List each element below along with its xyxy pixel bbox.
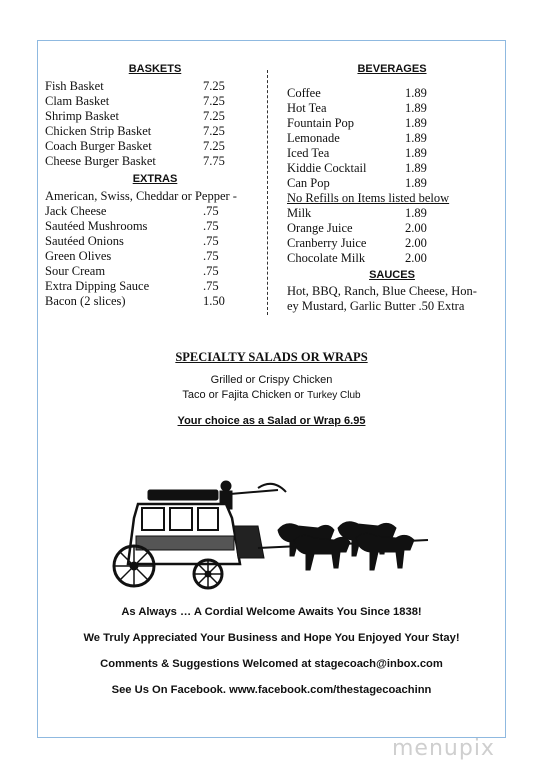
beverages-title: BEVERAGES <box>357 63 427 75</box>
item-price: 2.00 <box>405 251 427 265</box>
item-price: 1.89 <box>405 206 427 220</box>
item-price: 1.89 <box>405 131 427 145</box>
extras-list <box>45 204 265 309</box>
item-price: 7.25 <box>203 79 225 93</box>
watermark: menupix <box>392 736 495 761</box>
item-name: Chicken Strip Basket <box>45 124 152 138</box>
item-name: Chocolate Milk <box>287 251 366 265</box>
menu-item <box>45 154 265 169</box>
column-divider <box>267 70 268 315</box>
menu-item <box>287 116 497 131</box>
specialty-line-1: Grilled or Crispy Chicken <box>210 374 333 386</box>
item-price: .75 <box>203 279 219 293</box>
menu-item <box>287 131 497 146</box>
item-name: Sautéed Mushrooms <box>45 219 148 233</box>
specialty-section <box>40 350 503 427</box>
item-name: Green Olives <box>45 249 112 263</box>
menu-item <box>45 79 265 94</box>
menu-item <box>287 176 497 191</box>
sauces-title: SAUCES <box>369 269 415 281</box>
item-name: Iced Tea <box>287 146 330 160</box>
item-name: Bacon (2 slices) <box>45 294 126 308</box>
item-price: 7.25 <box>203 109 225 123</box>
item-name: Fountain Pop <box>287 116 355 130</box>
menu-item <box>45 294 265 309</box>
menu-item <box>287 86 497 101</box>
item-name: Orange Juice <box>287 221 353 235</box>
menu-item <box>45 219 265 234</box>
item-price: 7.25 <box>203 124 225 138</box>
item-price: 7.25 <box>203 94 225 108</box>
item-name: Coffee <box>287 86 321 100</box>
beverages-list <box>287 86 497 191</box>
extras-intro: American, Swiss, Cheddar or Pepper - <box>45 189 237 203</box>
item-name: Coach Burger Basket <box>45 139 152 153</box>
menu-item <box>45 109 265 124</box>
item-price: 1.89 <box>405 176 427 190</box>
item-price: .75 <box>203 264 219 278</box>
menu-item <box>45 249 265 264</box>
extras-title: EXTRAS <box>132 173 178 185</box>
specialty-line-2a: Taco or Fajita Chicken or <box>182 389 308 401</box>
item-price: .75 <box>203 249 219 263</box>
menu-item <box>287 236 497 251</box>
menu-item <box>45 204 265 219</box>
item-price: 1.89 <box>405 116 427 130</box>
item-price: 1.89 <box>405 146 427 160</box>
menu-item <box>287 146 497 161</box>
specialty-choice: Your choice as a Salad or Wrap 6.95 <box>177 415 366 427</box>
footer-line-4: See Us On Facebook. www.facebook.com/thestagecoachinn <box>111 684 432 696</box>
item-price: .75 <box>203 234 219 248</box>
item-name: Jack Cheese <box>45 204 107 218</box>
item-name: Lemonade <box>287 131 340 145</box>
menu-item <box>287 206 497 221</box>
menu-item <box>287 161 497 176</box>
menu-item <box>45 94 265 109</box>
right-column <box>287 62 497 314</box>
footer-line-2: We Truly Appreciated Your Business and Hope You Enjoyed Your Stay! <box>83 632 460 644</box>
item-name: Cranberry Juice <box>287 236 367 250</box>
item-price: 2.00 <box>405 236 427 250</box>
item-price: 2.00 <box>405 221 427 235</box>
specialty-line-2 <box>40 388 503 403</box>
sauces-line-1: Hot, BBQ, Ranch, Blue Cheese, Hon- <box>287 284 477 298</box>
item-name: Sautéed Onions <box>45 234 124 248</box>
footer-line-1: As Always … A Cordial Welcome Awaits You Since 1838! <box>121 606 422 618</box>
menu-item <box>287 101 497 116</box>
item-name: Kiddie Cocktail <box>287 161 367 175</box>
footer <box>40 604 503 708</box>
menu-item <box>45 279 265 294</box>
item-price: 7.25 <box>203 139 225 153</box>
baskets-title: BASKETS <box>128 63 182 75</box>
item-name: Can Pop <box>287 176 330 190</box>
sauces-line-2: ey Mustard, Garlic Butter .50 Extra <box>287 299 465 313</box>
item-price: 1.89 <box>405 86 427 100</box>
menu-item <box>287 221 497 236</box>
item-price: .75 <box>203 219 219 233</box>
item-name: Shrimp Basket <box>45 109 119 123</box>
menu-item <box>287 251 497 266</box>
footer-line-3: Comments & Suggestions Welcomed at stagecoach@inbox.com <box>100 658 443 670</box>
item-name: Extra Dipping Sauce <box>45 279 150 293</box>
item-price: 7.75 <box>203 154 225 168</box>
item-price: .75 <box>203 204 219 218</box>
baskets-list <box>45 79 265 169</box>
stagecoach-illustration-icon <box>108 478 448 598</box>
item-name: Clam Basket <box>45 94 110 108</box>
item-name: Hot Tea <box>287 101 327 115</box>
menu-item <box>45 264 265 279</box>
specialty-line-2b: Turkey Club <box>307 390 361 401</box>
item-price: 1.89 <box>405 101 427 115</box>
item-price: 1.50 <box>203 294 225 308</box>
item-name: Sour Cream <box>45 264 106 278</box>
left-column <box>45 62 265 309</box>
menu-item <box>45 124 265 139</box>
item-price: 1.89 <box>405 161 427 175</box>
specialty-title: SPECIALTY SALADS OR WRAPS <box>175 350 368 364</box>
no-refill-note: No Refills on Items listed below <box>287 191 450 205</box>
menu-item <box>45 234 265 249</box>
menu-item <box>45 139 265 154</box>
item-name: Milk <box>287 206 312 220</box>
no-refill-list <box>287 206 497 266</box>
item-name: Cheese Burger Basket <box>45 154 156 168</box>
item-name: Fish Basket <box>45 79 104 93</box>
